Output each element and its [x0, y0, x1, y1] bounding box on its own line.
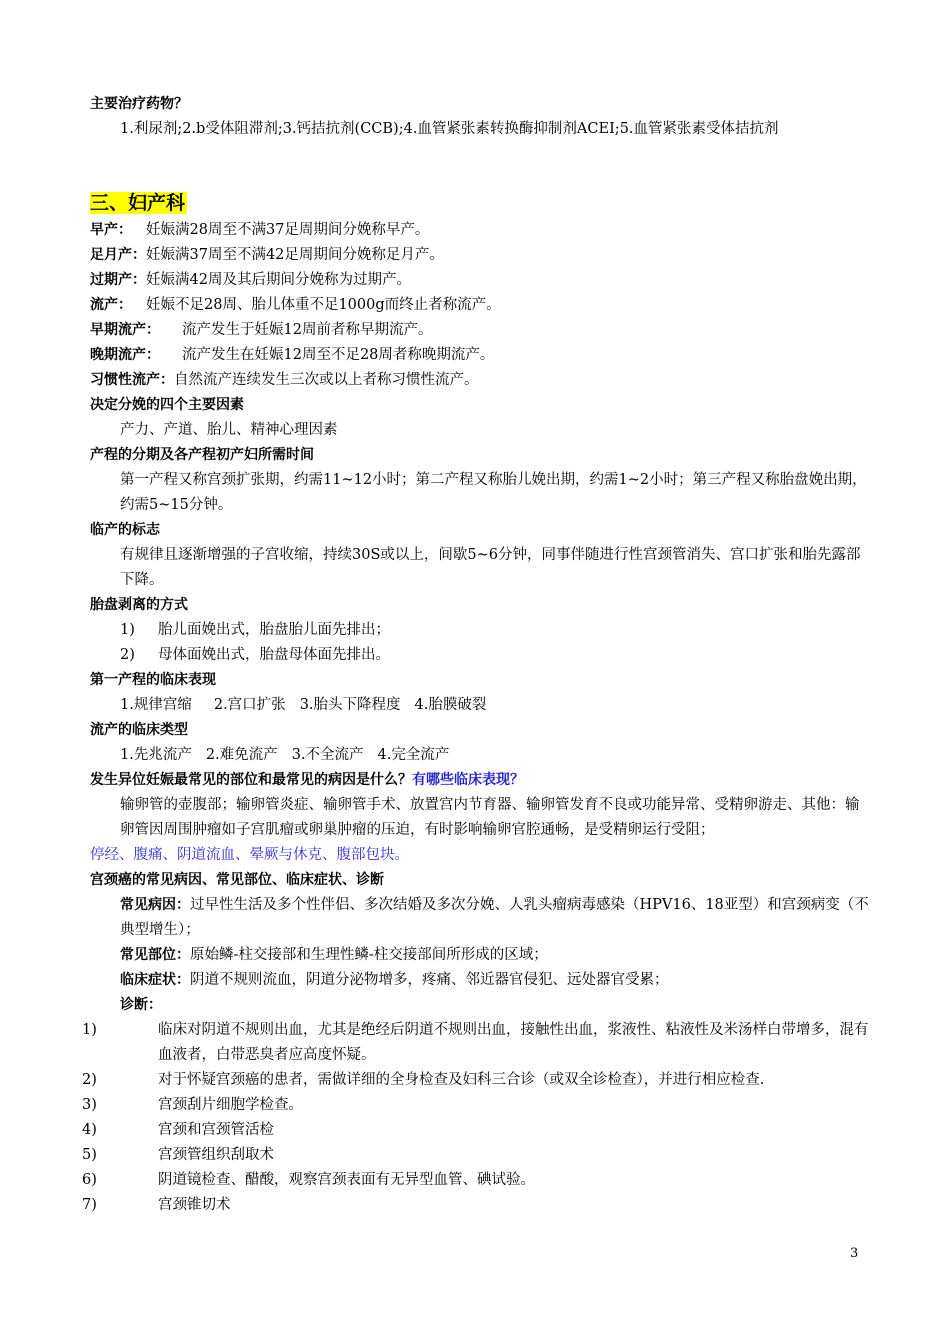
cervical-heading: 宫颈癌的常见病因、常见部位、临床症状、诊断	[90, 872, 384, 888]
definition-list	[90, 218, 870, 393]
definition-item: 早期流产： 流产发生于妊娠12周前者称早期流产。	[90, 322, 433, 338]
definition-item: 足月产：妊娠满37周至不满42足周期间分娩称足月产。	[90, 247, 444, 263]
first-stage-heading: 第一产程的临床表现	[90, 672, 216, 688]
list-item: 2) 对于怀疑宫颈癌的患者，需做详细的全身检查及妇科三合诊（或双全诊检查），并进行相应检查.	[82, 1072, 765, 1088]
list-item: 6) 阴道镜检查、醋酸，观察宫颈表面有无异型血管、碘试验。	[82, 1172, 535, 1188]
ectopic-text: 输卵管的壶腹部；输卵管炎症、输卵管手术、放置宫内节育器、输卵管发育不良或功能异常、受精卵游走、其他：输卵管因周围肿瘤如子宫肌瘤或卵巢肿瘤的压迫，有时影响输卵官腔通畅，是受精卵运行受阻；	[120, 797, 860, 838]
list-item: 7) 宫颈锥切术	[82, 1197, 231, 1213]
definition-item: 流产： 妊娠不足28周、胎儿体重不足1000g而终止者称流产。	[90, 297, 501, 313]
placenta-heading: 胎盘剥离的方式	[90, 597, 188, 613]
diagnosis-label: 诊断：	[120, 997, 162, 1013]
labor-stages-heading: 产程的分期及各产程初产妇所需时间	[90, 447, 314, 463]
definition-item: 晚期流产： 流产发生在妊娠12周至不足28周者称晚期流产。	[90, 347, 495, 363]
list-item: 5) 宫颈管组织刮取术	[82, 1147, 274, 1163]
drugs-text: 1.利尿剂;2.b受体阻滞剂;3.钙拮抗剂(CCB);4.血管紧张素转换酶抑制剂ACEI;5.血管紧张素受体拮抗剂	[120, 121, 779, 137]
cervical-site: 常见部位：原始鳞-柱交接部和生理性鳞-柱交接部间所形成的区域；	[120, 947, 548, 963]
definition-item: 过期产：妊娠满42周及其后期间分娩称为过期产。	[90, 272, 411, 288]
drugs-heading: 主要治疗药物？	[90, 96, 188, 112]
list-item: 3) 宫颈刮片细胞学检查。	[82, 1097, 303, 1113]
ectopic-symptoms: 停经、腹痛、阴道流血、晕厥与休克、腹部包块。	[90, 847, 409, 863]
list-item: 2) 母体面娩出式，胎盘母体面先排出。	[120, 647, 390, 663]
factors-heading: 决定分娩的四个主要因素	[90, 397, 244, 413]
list-item: 1) 临床对阴道不规则出血，尤其是绝经后阴道不规则出血，接触性出血，浆液性、粘液性及米汤样白带增多，混有血液者，白带恶臭者应高度怀疑。	[82, 1022, 869, 1063]
labor-signs-heading: 临产的标志	[90, 522, 160, 538]
abortion-types-items: 1.先兆流产 2.难免流产 3.不全流产 4.完全流产	[120, 747, 450, 763]
cervical-symptoms: 临床症状：阴道不规则流血，阴道分泌物增多，疼痛、邻近器官侵犯、远处器官受累；	[120, 972, 669, 988]
section-title: 三、妇产科	[90, 192, 186, 214]
document-page	[82, 92, 870, 1218]
labor-stages-text: 第一产程又称宫颈扩张期，约需11~12小时；第二产程又称胎儿娩出期，约需1~2小时；第三产程又称胎盘娩出期，约需5~15分钟。	[120, 472, 867, 513]
first-stage-items: 1.规律宫缩 2.宫口扩张 3.胎头下降程度 4.胎膜破裂	[120, 697, 487, 713]
section-heading	[90, 190, 870, 216]
page-number: 3	[850, 1246, 859, 1261]
ectopic-heading: 发生异位妊娠最常见的部位和最常见的病因是什么？有哪些临床表现？	[90, 772, 524, 788]
cervical-cause: 常见病因：过早性生活及多个性伴侣、多次结婚及多次分娩、人乳头瘤病毒感染（HPV16、18亚型）和宫颈病变（不典型增生）；	[120, 897, 869, 938]
list-item: 4) 宫颈和宫颈管活检	[82, 1122, 274, 1138]
definition-item: 习惯性流产：自然流产连续发生三次或以上者称习惯性流产。	[90, 372, 479, 388]
definition-item: 早产： 妊娠满28周至不满37足周期间分娩称早产。	[90, 222, 430, 238]
labor-signs-text: 有规律且逐渐增强的子宫收缩，持续30S或以上，间歇5~6分钟，同事伴随进行性宫颈管消失、宫口扩张和胎先露部下降。	[120, 547, 861, 588]
list-item: 1) 胎儿面娩出式，胎盘胎儿面先排出；	[120, 622, 390, 638]
factors-text: 产力、产道、胎儿、精神心理因素	[120, 422, 338, 438]
abortion-types-heading: 流产的临床类型	[90, 722, 188, 738]
